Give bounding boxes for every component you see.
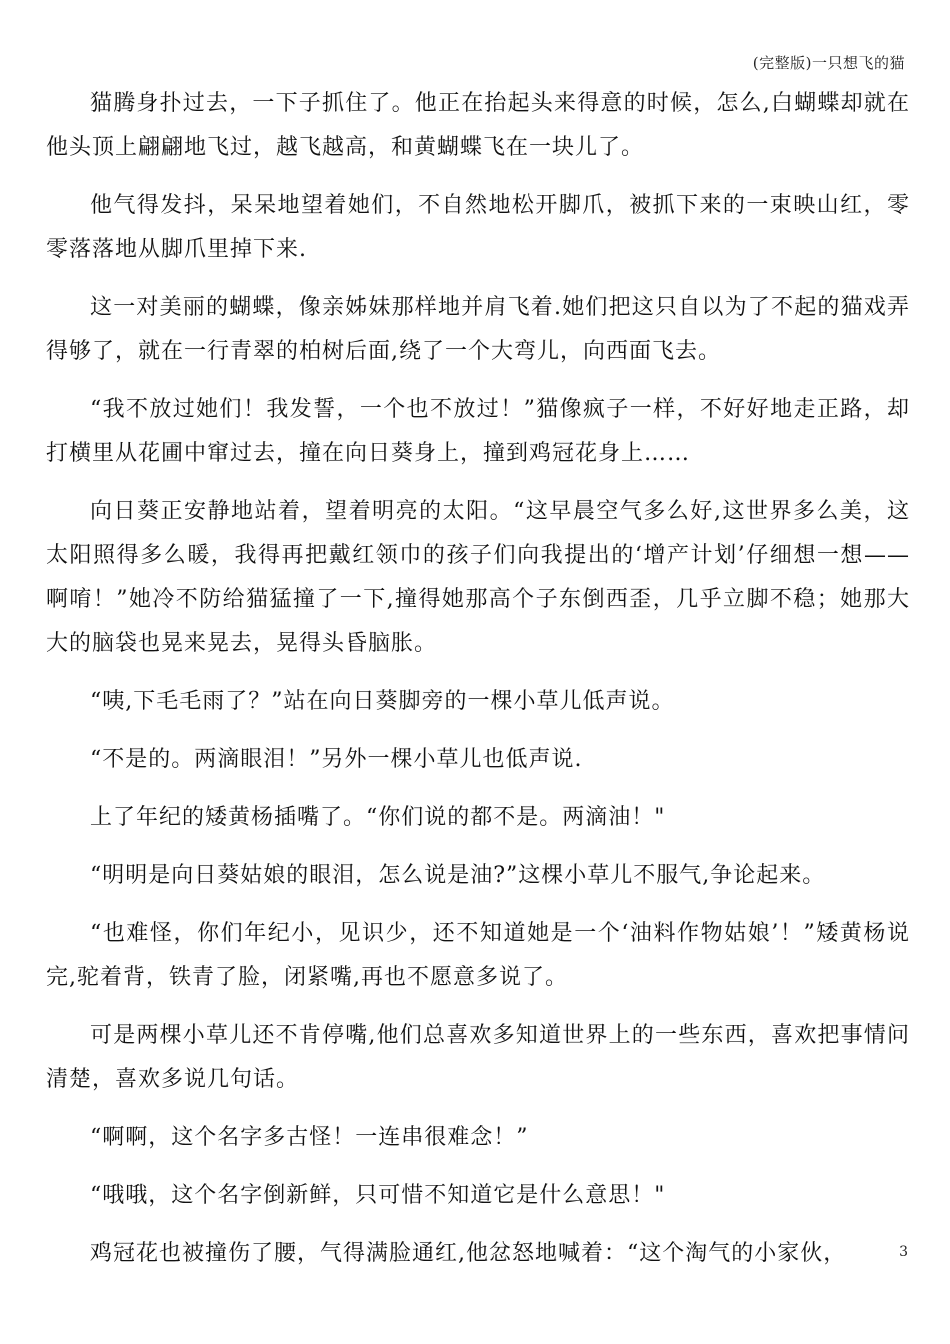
paragraph: 这一对美丽的蝴蝶，像亲姊妹那样地并肩飞着.她们把这只自以为了不起的猫戏弄得够了，就在一行青翠的柏树后面,绕了一个大弯儿，向西面飞去。 <box>46 295 910 364</box>
paragraph: “哦哦，这个名字倒新鲜，只可惜不知道它是什么意思！" <box>90 1183 666 1208</box>
paragraph: “啊啊，这个名字多古怪！一连串很难念！” <box>90 1125 529 1150</box>
paragraph: 向日葵正安静地站着，望着明亮的太阳。“这早晨空气多么好,这世界多么美，这太阳照得多么暖，我得再把戴红领巾的孩子们向我提出的‘增产计划’仔细想一想——啊唷！”她冷不防给猫猛撞了一下,撞得她那高个子东倒西歪，几乎立脚不稳；她那大大的脑袋也晃来晃去，晃得头昏脑胀。 <box>46 499 910 656</box>
paragraph: 鸡冠花也被撞伤了腰，气得满脸通红,他忿怒地喊着：“这个淘气的小家伙， <box>90 1241 847 1266</box>
paragraph: “明明是向日葵姑娘的眼泪，怎么说是油?”这棵小草儿不服气,争论起来。 <box>90 863 826 888</box>
paragraph: 猫腾身扑过去，一下子抓住了。他正在抬起头来得意的时候，怎么,白蝴蝶却就在他头顶上翩翩地飞过，越飞越高，和黄蝴蝶飞在一块儿了。 <box>46 91 910 160</box>
document-header: (完整版)一只想飞的猫 <box>752 54 905 72</box>
page-number: 3 <box>899 1244 908 1260</box>
paragraph: 上了年纪的矮黄杨插嘴了。“你们说的都不是。两滴油！" <box>90 805 666 830</box>
paragraph: 可是两棵小草儿还不肯停嘴,他们总喜欢多知道世界上的一些东西，喜欢把事情问清楚，喜欢多说几句话。 <box>46 1023 910 1092</box>
paragraph: “我不放过她们！我发誓，一个也不放过！”猫像疯子一样，不好好地走正路，却打横里从花圃中窜过去，撞在向日葵身上，撞到鸡冠花身上…… <box>46 397 910 466</box>
paragraph: “不是的。两滴眼泪！”另外一棵小草儿也低声说. <box>90 747 583 772</box>
paragraph: 他气得发抖，呆呆地望着她们，不自然地松开脚爪，被抓下来的一束映山红，零零落落地从脚爪里掉下来. <box>46 193 910 262</box>
document-body <box>46 82 910 1290</box>
paragraph: “咦,下毛毛雨了？”站在向日葵脚旁的一棵小草儿低声说。 <box>90 689 675 714</box>
paragraph: “也难怪，你们年纪小，见识少，还不知道她是一个‘油料作物姑娘’！”矮黄杨说完,驼着背，铁青了脸，闭紧嘴,再也不愿意多说了。 <box>46 921 910 990</box>
